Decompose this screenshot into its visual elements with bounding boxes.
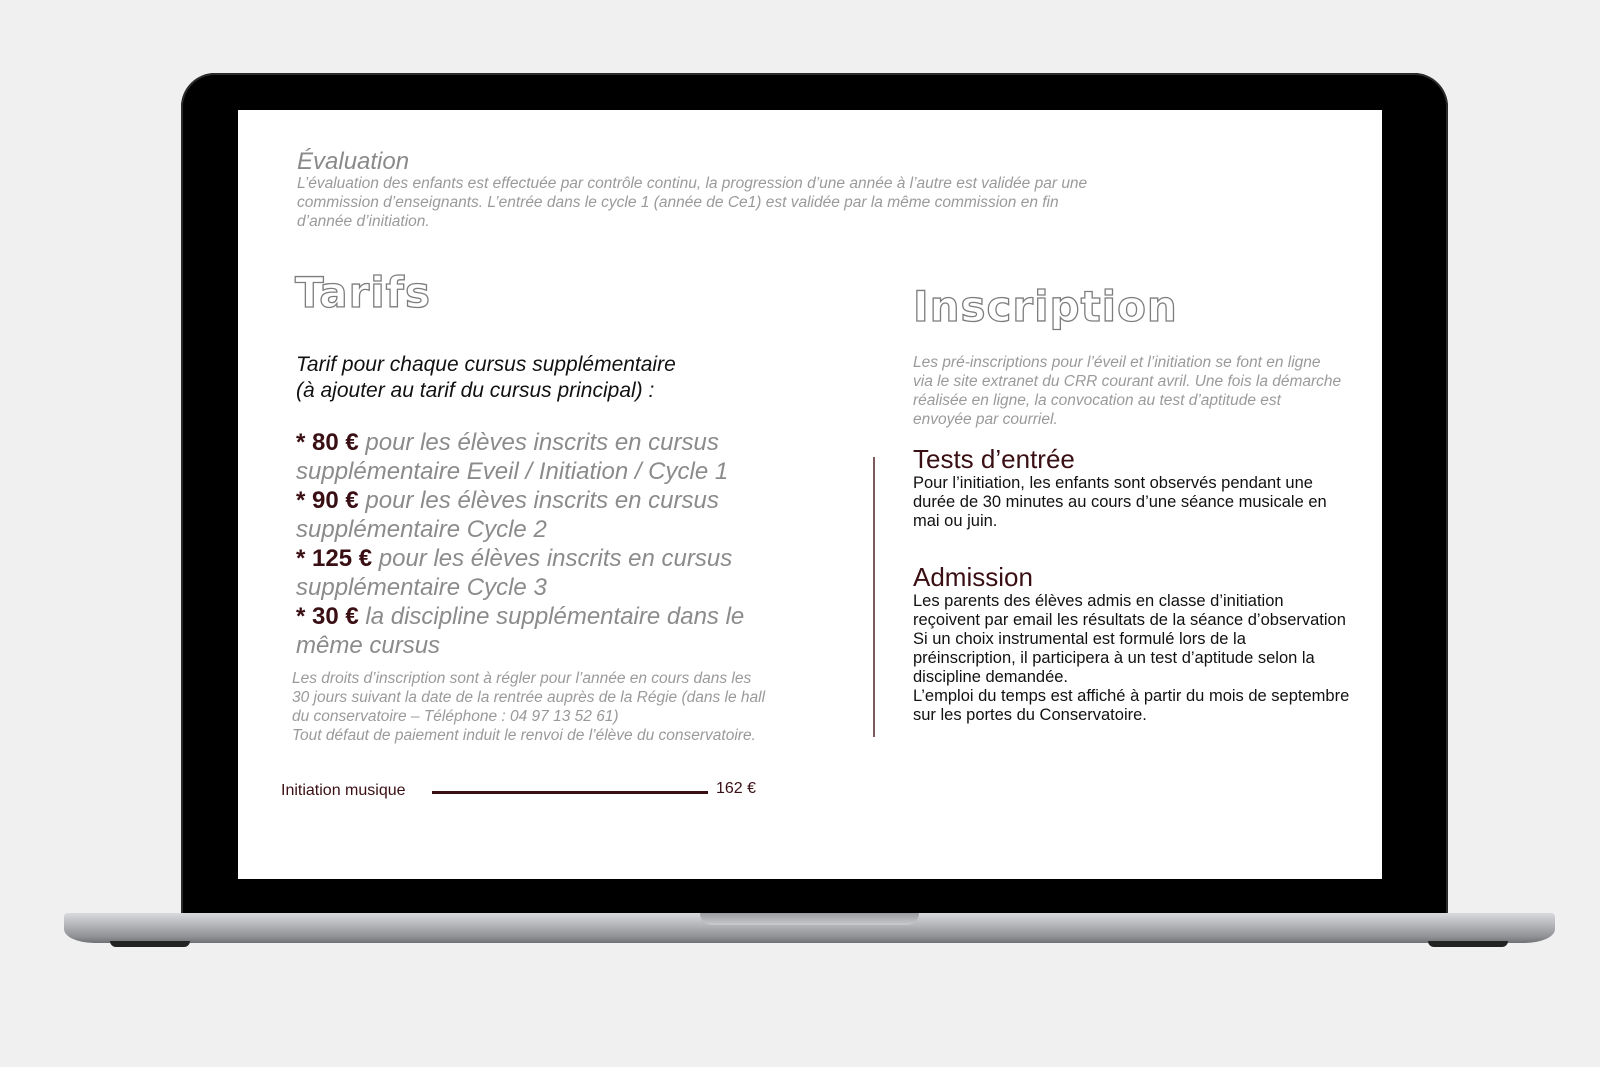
tests-text: Pour l’initiation, les enfants sont observés pendant une durée de 30 minutes au cours d’une séance musicale en mai ou juin. — [913, 474, 1327, 530]
evaluation-title: Évaluation — [297, 148, 410, 175]
rights-text-line1: Les droits d’inscription sont à régler pour l’année en cours dans les 30 jours suivant la date de la rentrée auprès de la Régie (dans le hall du conservatoire – Téléphone : 04 97 13 52 61) — [292, 670, 766, 725]
price-item — [296, 544, 796, 602]
inscription-title: Inscription — [913, 282, 1178, 331]
initiation-leader-line — [432, 791, 708, 794]
tarif-intro — [296, 352, 856, 404]
tarif-intro-line1: Tarif pour chaque cursus supplémentaire — [296, 353, 676, 376]
laptop-screen — [238, 110, 1382, 879]
laptop-notch — [700, 913, 919, 925]
price-amount: * 80 € — [296, 429, 359, 456]
admission-title: Admission — [913, 562, 1033, 592]
price-description: pour les élèves inscrits en cursus supplémentaire Cycle 3 — [296, 545, 733, 601]
evaluation-text: L’évaluation des enfants est effectuée par contrôle continu, la progression d’une année à l’autre est validée par une commission d’enseignants. L’entrée dans le cycle 1 (année de Ce1) est validée par la même commission en fin d’année d’initiation. — [297, 175, 1088, 230]
price-list — [296, 428, 796, 660]
admission-paragraph: L’emploi du temps est affiché à partir du mois de septembre sur les portes du Conservatoire. — [913, 687, 1350, 724]
admission-paragraph: Les parents des élèves admis en classe d’initiation reçoivent par email les résultats de la séance d’observation — [913, 592, 1346, 629]
laptop-foot-left — [110, 941, 190, 947]
price-description: la discipline supplémentaire dans le même cursus — [296, 603, 745, 659]
price-item — [296, 428, 796, 486]
initiation-label: Initiation musique — [281, 782, 406, 799]
price-item — [296, 602, 796, 660]
price-item — [296, 486, 796, 544]
admission-text — [913, 592, 1353, 725]
admission-paragraph: Si un choix instrumental est formulé lors de la préinscription, il participera à un test d’aptitude selon la discipline demandée. — [913, 630, 1315, 686]
initiation-price: 162 € — [716, 780, 757, 797]
inscription-text: Les pré-inscriptions pour l’éveil et l’initiation se font en ligne via le site extranet du CRR courant avril. Une fois la démarche réalisée en ligne, la convocation au test d’aptitude est envoyée par courriel. — [913, 354, 1342, 428]
price-amount: * 125 € — [296, 545, 373, 572]
tests-title: Tests d’entrée — [913, 444, 1075, 474]
price-description: pour les élèves inscrits en cursus supplémentaire Eveil / Initiation / Cycle 1 — [296, 429, 729, 485]
rights-text-line2: Tout défaut de paiement induit le renvoi de l’élève du conservatoire. — [292, 727, 756, 744]
rights-text — [292, 669, 772, 745]
tarifs-title: Tarifs — [295, 268, 431, 317]
tarif-intro-line2: (à ajouter au tarif du cursus principal) : — [296, 379, 655, 402]
price-description: pour les élèves inscrits en cursus supplémentaire Cycle 2 — [296, 487, 719, 543]
price-amount: * 90 € — [296, 487, 359, 514]
price-amount: * 30 € — [296, 603, 359, 630]
laptop-foot-right — [1428, 941, 1508, 947]
column-divider — [873, 457, 875, 737]
